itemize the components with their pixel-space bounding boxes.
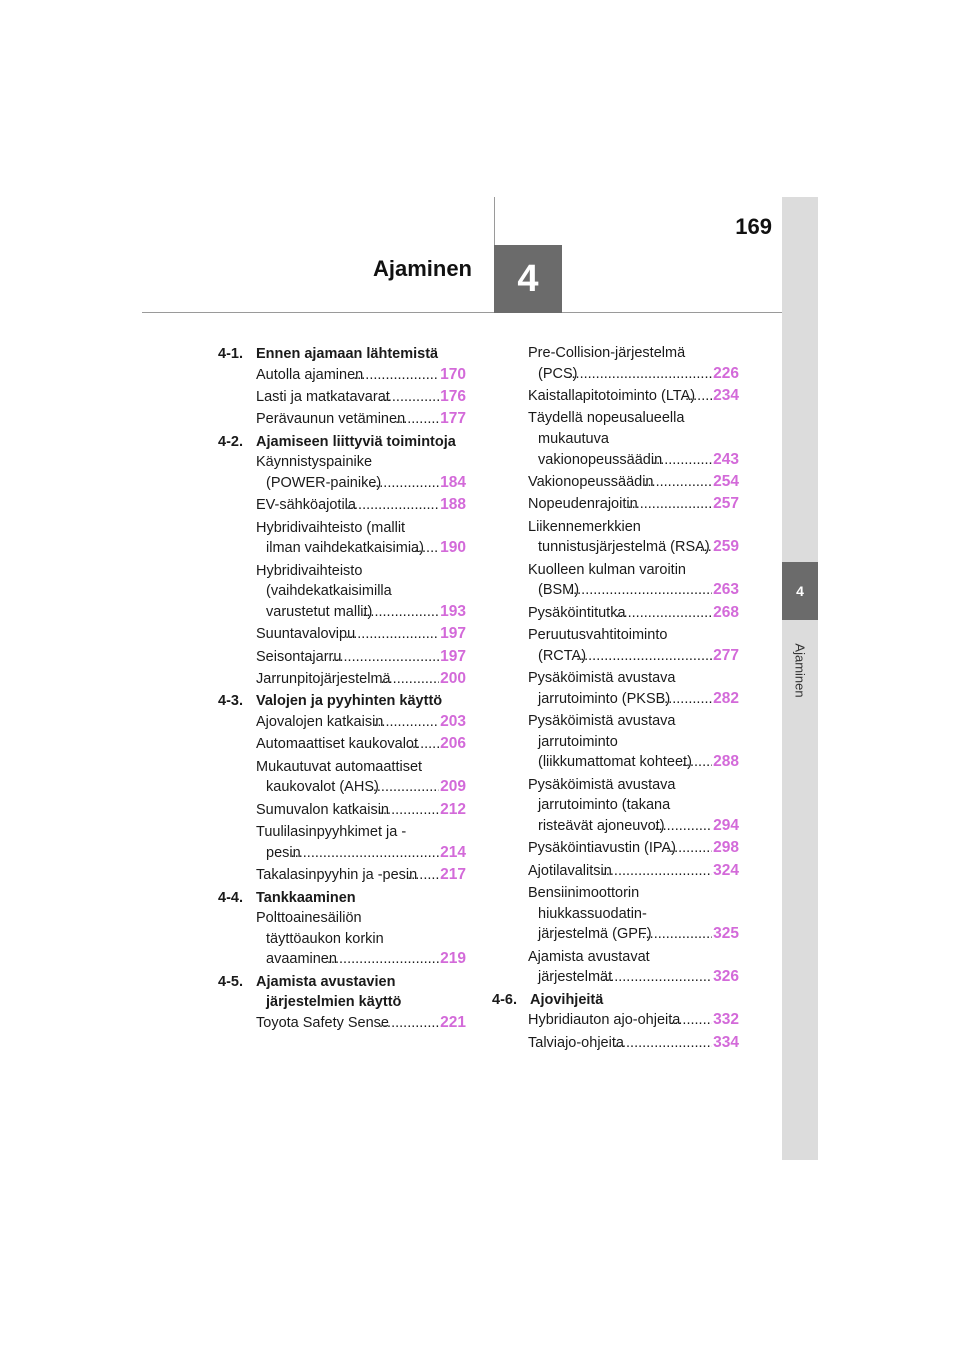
section-number: 4-3.	[218, 693, 243, 710]
toc-entry[interactable]	[256, 647, 466, 668]
side-tab-label-text: Ajaminen	[792, 642, 808, 698]
toc-entry-page[interactable]: 221	[439, 1013, 466, 1034]
toc-entry[interactable]	[528, 472, 739, 493]
toc-entry[interactable]	[528, 947, 739, 988]
toc-entry-text: Pysäköintitutka .....	[528, 603, 712, 624]
toc-entry[interactable]	[528, 883, 739, 945]
toc-entry-page[interactable]: 288	[712, 752, 739, 773]
toc-entry-page[interactable]: 326	[712, 967, 739, 988]
toc-entry-page[interactable]: 325	[712, 924, 739, 945]
toc-entry-page[interactable]: 263	[712, 580, 739, 601]
toc-entry-page[interactable]: 277	[712, 646, 739, 667]
toc-entry[interactable]	[256, 409, 466, 430]
section-title: Ajamiseen liittyviä toimintoja	[256, 433, 456, 450]
toc-entry-text: Kaistallapitotoiminto (LTA) .....	[528, 386, 712, 407]
toc-entry-text: Ajotilavalitsin .....	[528, 861, 712, 882]
section-title: Tankkaaminen	[256, 889, 356, 906]
toc-right-column	[492, 343, 739, 1055]
toc-entry-page[interactable]: 324	[712, 861, 739, 882]
toc-entry[interactable]	[528, 838, 739, 859]
toc-entry-text: Lasti ja matkatavarat .....	[256, 387, 439, 408]
toc-entry[interactable]	[528, 775, 739, 837]
chapter-number-box: 4	[494, 245, 562, 313]
toc-entry-page[interactable]: 234	[712, 386, 739, 407]
header-divider-horizontal	[142, 312, 782, 313]
toc-entry-page[interactable]: 176	[439, 387, 466, 408]
toc-entry-text: Polttoainesäiliön täyttöaukon korkin avaaminen .....	[256, 908, 439, 970]
toc-entry-text: Ajamista avustavat järjestelmät .....	[528, 947, 712, 988]
toc-entry[interactable]	[256, 734, 466, 755]
toc-entry-text: Täydellä nopeusalueella mukautuva vakionopeussäädin .....	[528, 408, 712, 470]
toc-entry-page[interactable]: 188	[439, 495, 466, 516]
toc-entry-page[interactable]: 294	[712, 816, 739, 837]
toc-entry-text: Talviajo-ohjeita .....	[528, 1033, 712, 1054]
section-number: 4-2.	[218, 433, 243, 450]
toc-entry-page[interactable]: 334	[712, 1033, 739, 1054]
side-tab-number: 4	[782, 562, 818, 620]
toc-entry[interactable]	[256, 865, 466, 886]
toc-entry[interactable]	[256, 822, 466, 863]
toc-entry[interactable]	[256, 387, 466, 408]
toc-entry-page[interactable]: 197	[439, 624, 466, 645]
toc-entry[interactable]	[256, 712, 466, 733]
toc-entry-page[interactable]: 170	[439, 365, 466, 386]
toc-entry-text: Hybridivaihteisto (mallit ilman vaihdekatkaisimia) .....	[256, 518, 439, 559]
section-number: 4-5.	[218, 973, 243, 990]
toc-entry[interactable]	[528, 603, 739, 624]
toc-entry[interactable]	[528, 517, 739, 558]
toc-entry-page[interactable]: 217	[439, 865, 466, 886]
toc-entry-text: Automaattiset kaukovalot .....	[256, 734, 439, 755]
toc-entry[interactable]	[256, 561, 466, 623]
toc-entry[interactable]	[256, 365, 466, 386]
section-title: Ajamista avustavien järjestelmien käyttö	[256, 973, 402, 1011]
toc-entry-text: Mukautuvat automaattiset kaukovalot (AHS) .....	[256, 757, 439, 798]
section-title: Valojen ja pyyhinten käyttö	[256, 693, 443, 710]
toc-entry-text: Pysäköintiavustin (IPA) .....	[528, 838, 712, 859]
toc-entry[interactable]	[528, 408, 739, 470]
toc-section-heading	[218, 432, 466, 453]
toc-entry-text: Pre-Collision-järjestelmä (PCS) .....	[528, 343, 712, 384]
header-divider-vertical	[494, 197, 495, 245]
toc-entry[interactable]	[528, 668, 739, 709]
toc-entry-page[interactable]: 177	[439, 409, 466, 430]
toc-entry[interactable]	[256, 624, 466, 645]
toc-entry-page[interactable]: 332	[712, 1010, 739, 1031]
toc-entry-text: EV-sähköajotila .....	[256, 495, 439, 516]
toc-entry-text: Käynnistyspainike (POWER-painike) .....	[256, 452, 439, 493]
toc-entry-page[interactable]: 226	[712, 364, 739, 385]
section-number: 4-1.	[218, 346, 243, 362]
toc-entry-page[interactable]: 197	[439, 647, 466, 668]
toc-entry-page[interactable]: 259	[712, 537, 739, 558]
toc-entry-text: Perävaunun vetäminen .....	[256, 409, 439, 430]
toc-entry-text: Hybridivaihteisto (vaihdekatkaisimilla varustetut mallit) .....	[256, 561, 439, 623]
toc-entry[interactable]	[256, 757, 466, 798]
section-title: Ajovihjeitä	[530, 991, 604, 1008]
toc-entry[interactable]	[528, 343, 739, 384]
toc-entry-page[interactable]: 214	[439, 843, 466, 864]
toc-entry-page[interactable]: 254	[712, 472, 739, 493]
toc-entry-page[interactable]: 282	[712, 689, 739, 710]
toc-entry[interactable]	[528, 386, 739, 407]
toc-entry[interactable]	[256, 452, 466, 493]
toc-entry-text: Bensiinimoottorin hiukkassuodatin-järjestelmä (GPF) .....	[528, 883, 712, 945]
toc-entry[interactable]	[528, 625, 739, 666]
toc-entry[interactable]	[528, 560, 739, 601]
toc-entry-text: Autolla ajaminen .....	[256, 365, 439, 386]
toc-entry-text: Liikennemerkkien tunnistusjärjestelmä (RSA) .....	[528, 517, 712, 558]
toc-entry-page[interactable]: 209	[439, 777, 466, 798]
chapter-title: Ajaminen	[372, 256, 472, 281]
toc-entry[interactable]	[528, 711, 739, 773]
toc-entry-text: Takalasinpyyhin ja -pesin .....	[256, 865, 439, 886]
toc-entry-page[interactable]: 193	[439, 602, 466, 623]
section-number: 4-4.	[218, 889, 243, 906]
toc-entry-text: Vakionopeussäädin .....	[528, 472, 712, 493]
toc-entry-text: Peruutusvahtitoiminto (RCTA) .....	[528, 625, 712, 666]
toc-section-heading	[218, 888, 466, 909]
toc-entry-text: Seisontajarru .....	[256, 647, 439, 668]
toc-left-column	[218, 343, 466, 1035]
toc-entry-page[interactable]: 257	[712, 494, 739, 515]
toc-entry-text: Tuulilasinpyyhkimet ja -pesin .....	[256, 822, 439, 863]
side-tab-label	[782, 630, 818, 710]
toc-entry-text: Nopeudenrajoitin .....	[528, 494, 712, 515]
toc-entry[interactable]	[528, 1033, 739, 1054]
toc-entry-text: Toyota Safety Sense .....	[256, 1013, 439, 1034]
toc-section-heading	[218, 691, 466, 712]
toc-entry-text: Pysäköimistä avustava jarrutoiminto (takana risteävät ajoneuvot) .....	[528, 775, 712, 837]
toc-entry[interactable]	[256, 669, 466, 690]
toc-entry-text: Suuntavalovipu .....	[256, 624, 439, 645]
toc-entry-page[interactable]: 219	[439, 949, 466, 970]
toc-entry-page[interactable]: 203	[439, 712, 466, 733]
toc-entry[interactable]	[256, 1013, 466, 1034]
section-number: 4-6.	[492, 991, 517, 1008]
toc-entry-page[interactable]: 268	[712, 603, 739, 624]
toc-entry-page[interactable]: 212	[439, 800, 466, 821]
toc-entry-page[interactable]: 184	[439, 473, 466, 494]
toc-entry[interactable]	[256, 495, 466, 516]
toc-entry[interactable]	[256, 908, 466, 970]
toc-entry[interactable]	[528, 494, 739, 515]
toc-entry[interactable]	[528, 861, 739, 882]
toc-entry-page[interactable]: 200	[439, 669, 466, 690]
toc-entry[interactable]	[256, 800, 466, 821]
toc-entry-page[interactable]: 206	[439, 734, 466, 755]
toc-entry-page[interactable]: 298	[712, 838, 739, 859]
toc-entry-text: Pysäköimistä avustava jarrutoiminto (PKSB) .....	[528, 668, 712, 709]
toc-entry-text: Sumuvalon katkaisin .....	[256, 800, 439, 821]
toc-entry[interactable]	[256, 518, 466, 559]
section-title: Ennen ajamaan lähtemistä	[256, 346, 439, 362]
toc-entry[interactable]	[528, 1010, 739, 1031]
page-number: 169	[735, 214, 772, 239]
toc-entry-text: Jarrunpitojärjestelmä .....	[256, 669, 439, 690]
toc-section-heading	[218, 972, 466, 1013]
toc-entry-text: Hybridiauton ajo-ohjeita .....	[528, 1010, 712, 1031]
toc-entry-page[interactable]: 190	[439, 538, 466, 559]
toc-entry-text: Ajovalojen katkaisin .....	[256, 712, 439, 733]
toc-entry-text: Pysäköimistä avustava jarrutoiminto (liikkumattomat kohteet) .....	[528, 711, 712, 773]
toc-entry-page[interactable]: 243	[712, 450, 739, 471]
toc-section-heading	[218, 344, 466, 365]
toc-entry-text: Kuolleen kulman varoitin (BSM) .....	[528, 560, 712, 601]
toc-section-heading	[492, 990, 739, 1011]
